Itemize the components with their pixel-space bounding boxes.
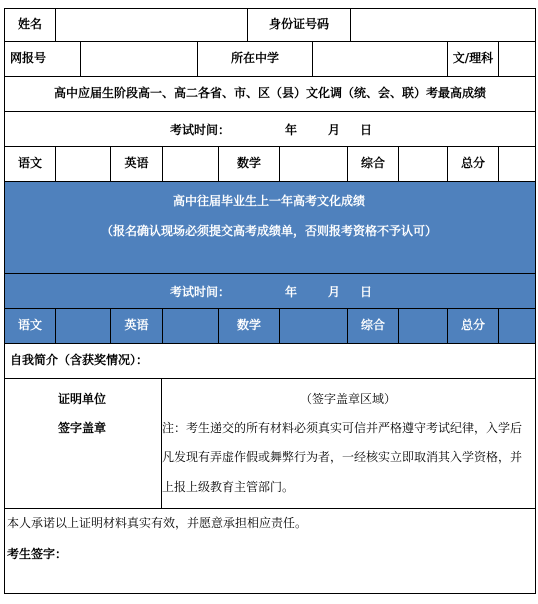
section1-comprehensive-label: 综合: [347, 146, 399, 182]
section2-note: （报名确认现场必须提交高考成绩单，否则报考资格不予认可）: [100, 224, 437, 238]
section1-math-field[interactable]: [279, 146, 348, 182]
school-label: 所在中学: [197, 41, 313, 77]
certify-stamp-label: 签字盖章: [58, 421, 107, 435]
section1-english-label: 英语: [110, 146, 163, 182]
section2-exam-time-label: 考试时间：: [170, 285, 231, 299]
section2-comprehensive-input[interactable]: [399, 309, 447, 343]
section1-english-field[interactable]: [162, 146, 219, 182]
section1-month-label: 月: [328, 123, 341, 137]
name-label: 姓名: [4, 8, 56, 42]
section1-year-label: 年: [285, 123, 298, 137]
signature-label: 考生签字：: [7, 547, 68, 561]
section2-english-field[interactable]: [162, 308, 219, 344]
id-number-field[interactable]: [350, 8, 536, 42]
section1-total-label: 总分: [447, 146, 499, 182]
section1-english-input[interactable]: [163, 147, 218, 181]
section2-total-input[interactable]: [499, 309, 535, 343]
section1-exam-time-row: [4, 111, 536, 147]
section1-chinese-field[interactable]: [55, 146, 111, 182]
section2-chinese-label: 语文: [4, 308, 56, 344]
note-line-1: 注：考生递交的所有材料必须真实可信并严格遵守考试纪律，入学后: [162, 421, 523, 435]
section2-chinese-field[interactable]: [55, 308, 111, 344]
section1-chinese-input[interactable]: [56, 147, 110, 181]
net-registration-field[interactable]: [80, 41, 198, 77]
section2-english-input[interactable]: [163, 309, 218, 343]
section2-math-label: 数学: [218, 308, 280, 344]
section1-comprehensive-field[interactable]: [398, 146, 448, 182]
net-registration-input[interactable]: [81, 42, 197, 76]
section1-math-label: 数学: [218, 146, 280, 182]
section1-math-input[interactable]: [280, 147, 347, 181]
section2-chinese-input[interactable]: [56, 309, 110, 343]
section1-day-label: 日: [360, 123, 373, 137]
section1-chinese-label: 语文: [4, 146, 56, 182]
section2-day-label: 日: [360, 285, 373, 299]
name-input[interactable]: [56, 9, 247, 41]
stamp-area-text: （签字盖章区域）: [300, 392, 397, 406]
section2-comprehensive-label: 综合: [347, 308, 399, 344]
section2-math-input[interactable]: [280, 309, 347, 343]
section2-math-field[interactable]: [279, 308, 348, 344]
section1-comprehensive-input[interactable]: [399, 147, 447, 181]
self-intro-label: 自我简介（含获奖情况）：: [4, 343, 536, 379]
section2-year-label: 年: [285, 285, 298, 299]
section2-title: 高中往届毕业生上一年高考文化成绩: [172, 194, 365, 208]
school-input[interactable]: [313, 42, 447, 76]
section1-total-field[interactable]: [498, 146, 536, 182]
certify-unit-label: 证明单位: [58, 392, 107, 406]
promise-text: 本人承诺以上证明材料真实有效，并愿意承担相应责任。: [7, 516, 308, 530]
section2-total-label: 总分: [447, 308, 499, 344]
section2-total-field[interactable]: [498, 308, 536, 344]
track-input[interactable]: [499, 42, 535, 76]
section1-total-input[interactable]: [499, 147, 535, 181]
id-number-input[interactable]: [351, 9, 535, 41]
note-line-2: 凡发现有弄虚作假或舞弊行为者，一经核实立即取消其入学资格，并: [162, 450, 523, 464]
section1-exam-time-label: 考试时间：: [170, 123, 231, 137]
section2-month-label: 月: [328, 285, 341, 299]
track-label: 文/理科: [447, 41, 499, 77]
id-number-label: 身份证号码: [247, 8, 351, 42]
school-field[interactable]: [312, 41, 448, 77]
section2-exam-time-row: [4, 273, 536, 309]
section1-title: 高中应届生阶段高一、高二各省、市、区（县）文化调（统、会、联）考最高成绩: [4, 76, 536, 112]
note-line-3: 上报上级教育主管部门。: [162, 480, 295, 494]
name-field[interactable]: [55, 8, 248, 42]
section2-english-label: 英语: [110, 308, 163, 344]
net-registration-label: 网报号: [4, 41, 81, 77]
section2-comprehensive-field[interactable]: [398, 308, 448, 344]
track-field[interactable]: [498, 41, 536, 77]
